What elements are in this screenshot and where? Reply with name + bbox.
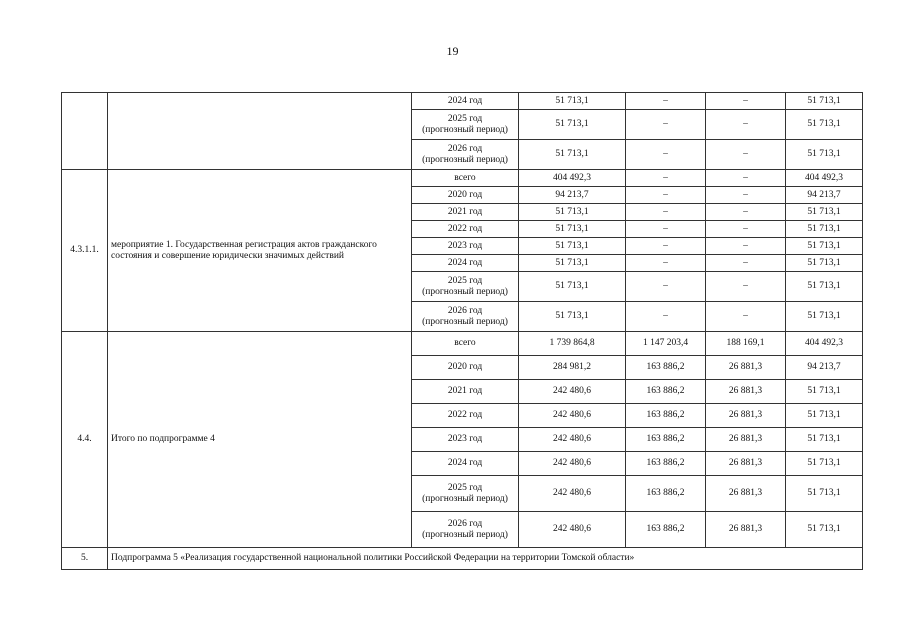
budget-table xyxy=(61,92,863,570)
local-cell: 51 713,1 xyxy=(786,110,863,140)
item-name: Итого по подпрограмме 4 xyxy=(108,332,412,548)
federal-cell: 163 886,2 xyxy=(626,428,706,452)
federal-cell: – xyxy=(626,93,706,110)
page-number: 19 xyxy=(446,44,459,58)
year-cell: 2022 год xyxy=(412,221,519,238)
regional-cell: – xyxy=(706,140,786,170)
total-cell: 51 713,1 xyxy=(519,221,626,238)
local-cell: 51 713,1 xyxy=(786,428,863,452)
regional-cell: – xyxy=(706,187,786,204)
regional-cell: 188 169,1 xyxy=(706,332,786,356)
local-cell: 94 213,7 xyxy=(786,187,863,204)
year-cell: 2024 год xyxy=(412,255,519,272)
federal-cell: 163 886,2 xyxy=(626,356,706,380)
federal-cell: 163 886,2 xyxy=(626,380,706,404)
year-cell: 2025 год (прогнозный период) xyxy=(412,110,519,140)
year-cell: 2026 год (прогнозный период) xyxy=(412,302,519,332)
name-cell xyxy=(108,93,412,170)
total-cell: 404 492,3 xyxy=(519,170,626,187)
total-cell: 94 213,7 xyxy=(519,187,626,204)
local-cell: 51 713,1 xyxy=(786,204,863,221)
federal-cell: 1 147 203,4 xyxy=(626,332,706,356)
regional-cell: 26 881,3 xyxy=(706,404,786,428)
regional-cell: 26 881,3 xyxy=(706,428,786,452)
federal-cell: 163 886,2 xyxy=(626,452,706,476)
federal-cell: – xyxy=(626,110,706,140)
total-cell: 242 480,6 xyxy=(519,512,626,548)
regional-cell: – xyxy=(706,221,786,238)
regional-cell: – xyxy=(706,272,786,302)
year-cell: 2025 год (прогнозный период) xyxy=(412,476,519,512)
regional-cell: 26 881,3 xyxy=(706,452,786,476)
federal-cell: 163 886,2 xyxy=(626,404,706,428)
year-cell: 2021 год xyxy=(412,204,519,221)
regional-cell: – xyxy=(706,170,786,187)
federal-cell: – xyxy=(626,187,706,204)
federal-cell: – xyxy=(626,238,706,255)
local-cell: 51 713,1 xyxy=(786,476,863,512)
regional-cell: – xyxy=(706,238,786,255)
total-cell: 51 713,1 xyxy=(519,302,626,332)
year-cell: 2025 год (прогнозный период) xyxy=(412,272,519,302)
federal-cell: – xyxy=(626,221,706,238)
year-cell: 2026 год (прогнозный период) xyxy=(412,512,519,548)
local-cell: 94 213,7 xyxy=(786,356,863,380)
table-row xyxy=(62,93,863,110)
year-cell: всего xyxy=(412,170,519,187)
item-name: мероприятие 1. Государственная регистрация актов гражданского состояния и совершение юридически значимых действий xyxy=(108,170,412,332)
local-cell: 51 713,1 xyxy=(786,221,863,238)
total-cell: 51 713,1 xyxy=(519,93,626,110)
total-cell: 242 480,6 xyxy=(519,428,626,452)
item-code: 4.4. xyxy=(62,332,108,548)
year-cell: всего xyxy=(412,332,519,356)
total-cell: 242 480,6 xyxy=(519,380,626,404)
year-cell: 2021 год xyxy=(412,380,519,404)
total-cell: 51 713,1 xyxy=(519,204,626,221)
code-cell xyxy=(62,93,108,170)
local-cell: 51 713,1 xyxy=(786,93,863,110)
total-cell: 242 480,6 xyxy=(519,452,626,476)
federal-cell: – xyxy=(626,302,706,332)
local-cell: 51 713,1 xyxy=(786,272,863,302)
table-row xyxy=(62,332,863,356)
table-row xyxy=(62,170,863,187)
footer-code: 5. xyxy=(62,548,108,570)
regional-cell: 26 881,3 xyxy=(706,476,786,512)
local-cell: 51 713,1 xyxy=(786,140,863,170)
item-code: 4.3.1.1. xyxy=(62,170,108,332)
total-cell: 51 713,1 xyxy=(519,238,626,255)
federal-cell: – xyxy=(626,140,706,170)
year-cell: 2020 год xyxy=(412,187,519,204)
regional-cell: – xyxy=(706,204,786,221)
federal-cell: 163 886,2 xyxy=(626,476,706,512)
total-cell: 1 739 864,8 xyxy=(519,332,626,356)
federal-cell: – xyxy=(626,255,706,272)
regional-cell: – xyxy=(706,93,786,110)
total-cell: 51 713,1 xyxy=(519,255,626,272)
federal-cell: – xyxy=(626,170,706,187)
total-cell: 242 480,6 xyxy=(519,404,626,428)
federal-cell: 163 886,2 xyxy=(626,512,706,548)
year-cell: 2023 год xyxy=(412,428,519,452)
regional-cell: 26 881,3 xyxy=(706,356,786,380)
local-cell: 51 713,1 xyxy=(786,452,863,476)
regional-cell: 26 881,3 xyxy=(706,512,786,548)
local-cell: 51 713,1 xyxy=(786,238,863,255)
year-cell: 2023 год xyxy=(412,238,519,255)
local-cell: 51 713,1 xyxy=(786,380,863,404)
regional-cell: – xyxy=(706,302,786,332)
subprogram-5-row xyxy=(62,548,863,570)
regional-cell: 26 881,3 xyxy=(706,380,786,404)
year-cell: 2020 год xyxy=(412,356,519,380)
total-cell: 242 480,6 xyxy=(519,476,626,512)
year-cell: 2024 год xyxy=(412,452,519,476)
local-cell: 51 713,1 xyxy=(786,302,863,332)
local-cell: 404 492,3 xyxy=(786,170,863,187)
year-cell: 2022 год xyxy=(412,404,519,428)
total-cell: 51 713,1 xyxy=(519,272,626,302)
total-cell: 284 981,2 xyxy=(519,356,626,380)
total-cell: 51 713,1 xyxy=(519,110,626,140)
year-cell: 2026 год (прогнозный период) xyxy=(412,140,519,170)
local-cell: 404 492,3 xyxy=(786,332,863,356)
local-cell: 51 713,1 xyxy=(786,512,863,548)
local-cell: 51 713,1 xyxy=(786,404,863,428)
year-cell: 2024 год xyxy=(412,93,519,110)
regional-cell: – xyxy=(706,110,786,140)
total-cell: 51 713,1 xyxy=(519,140,626,170)
footer-text: Подпрограмма 5 «Реализация государственной национальной политики Российской Федерации на территории Томской области» xyxy=(108,548,863,570)
federal-cell: – xyxy=(626,204,706,221)
regional-cell: – xyxy=(706,255,786,272)
federal-cell: – xyxy=(626,272,706,302)
local-cell: 51 713,1 xyxy=(786,255,863,272)
